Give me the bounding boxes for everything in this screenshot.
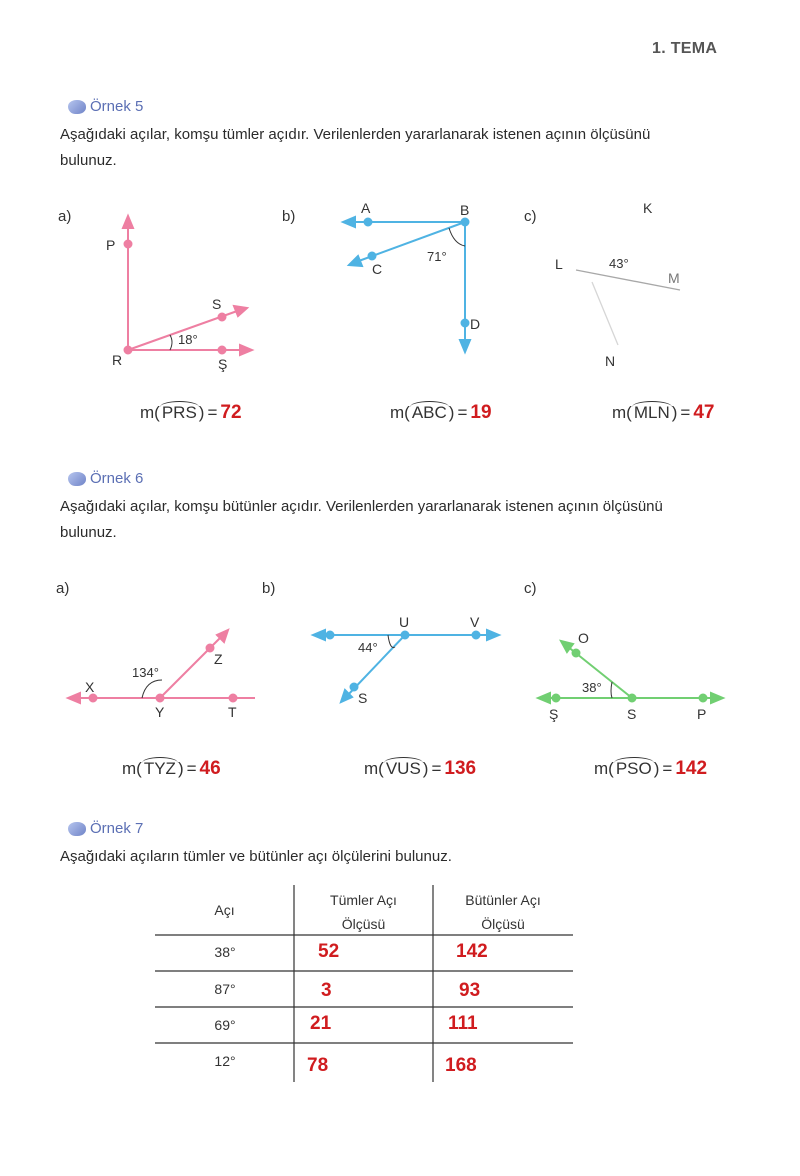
row1-angle: 38° [214, 944, 236, 960]
angle-name: VUS [385, 759, 421, 778]
label-c: C [372, 261, 383, 277]
angle-name: TYZ [143, 759, 176, 778]
equals: = [431, 759, 442, 778]
answer-6a: 46 [199, 758, 221, 779]
expr-prefix: m( [594, 759, 614, 778]
label-s: S [358, 690, 368, 706]
part-6a-label: a) [56, 580, 70, 597]
header-supplement [433, 888, 573, 936]
equals: = [662, 759, 673, 778]
example-5-line2: bulunuz. [60, 152, 117, 169]
label-a: A [361, 200, 371, 216]
expr-suffix: ) [448, 403, 455, 422]
theme-heading: 1. TEMA [652, 40, 718, 57]
answer-5c: 47 [693, 402, 715, 423]
label-o: O [578, 630, 589, 646]
angle-name: PRS [161, 403, 197, 422]
expr-suffix: ) [198, 403, 205, 422]
example-6-title-text: Örnek 6 [90, 470, 144, 487]
label-y: Y [155, 704, 165, 720]
label-k: K [643, 200, 653, 216]
row2-complement: 3 [321, 980, 332, 1001]
answer-6b: 136 [444, 758, 477, 779]
angle-value: 44° [358, 640, 378, 655]
expr-suffix: ) [422, 759, 429, 778]
example-7-instruction: Aşağıdaki açıların tümler ve bütünler açı ölçülerini bulunuz. [60, 848, 452, 865]
equals: = [186, 759, 197, 778]
expr-suffix: ) [177, 759, 184, 778]
example-7-title-text: Örnek 7 [90, 820, 144, 837]
header-supplement-line1: Bütünler Açı [465, 892, 541, 908]
header-complement-line2: Ölçüsü [341, 916, 386, 932]
angle-value: 38° [582, 680, 602, 695]
expr-prefix: m( [122, 759, 142, 778]
expr-prefix: m( [390, 403, 410, 422]
equals: = [457, 403, 468, 422]
angle-name: PSO [615, 759, 652, 778]
part-6c-label: c) [524, 580, 537, 597]
angle-value: 18° [178, 332, 198, 347]
example-5-title-text: Örnek 5 [90, 98, 144, 115]
label-z: Z [214, 651, 223, 667]
row4-complement: 78 [307, 1055, 329, 1076]
row3-angle: 69° [214, 1017, 236, 1033]
label-u: U [399, 614, 410, 630]
answer-5a: 72 [220, 402, 242, 423]
label-x: X [85, 679, 95, 695]
label-v: V [470, 614, 480, 630]
answer-6c: 142 [675, 758, 708, 779]
row1-complement: 52 [318, 941, 340, 962]
label-l: L [555, 256, 563, 272]
part-6b-label: b) [262, 580, 276, 597]
angle-value: 43° [609, 256, 629, 271]
part-5c-label: c) [524, 208, 537, 225]
equals: = [207, 403, 218, 422]
angle-name: ABC [411, 403, 447, 422]
expr-prefix: m( [140, 403, 160, 422]
example-6-line2: bulunuz. [60, 524, 117, 541]
row3-complement: 21 [310, 1013, 332, 1034]
label-sh: Ş [218, 356, 228, 372]
angle-value: 134° [132, 665, 159, 680]
expr-suffix: ) [671, 403, 678, 422]
answer-5b: 19 [470, 402, 492, 423]
label-r: R [112, 352, 123, 368]
label-n: N [605, 353, 616, 369]
header-complement-line1: Tümler Açı [330, 892, 397, 908]
equals: = [680, 403, 691, 422]
example-5-line1: Aşağıdaki açılar, komşu tümler açıdır. Verilenlerden yararlanarak istenen açının ölçüsünü [60, 126, 651, 143]
row2-angle: 87° [214, 981, 236, 997]
label-p: P [106, 237, 116, 253]
part-5a-label: a) [58, 208, 72, 225]
example-6-line1: Aşağıdaki açılar, komşu bütünler açıdır. Verilenlerden yararlanarak istenen açının ölçüsünü [60, 498, 663, 515]
row4-angle: 12° [214, 1053, 236, 1069]
header-angle: Açı [214, 902, 235, 918]
label-m: M [668, 270, 680, 286]
label-b: B [460, 202, 470, 218]
part-5b-label: b) [282, 208, 296, 225]
expr-prefix: m( [612, 403, 632, 422]
row3-supplement: 111 [448, 1013, 478, 1034]
row2-supplement: 93 [459, 980, 481, 1001]
expr-suffix: ) [653, 759, 660, 778]
row4-supplement: 168 [445, 1055, 477, 1076]
label-p: P [697, 706, 707, 722]
angle-name: MLN [633, 403, 670, 422]
header-supplement-line2: Ölçüsü [481, 916, 525, 932]
label-t: T [228, 704, 237, 720]
label-s: S [212, 296, 222, 312]
label-sh: Ş [549, 706, 559, 722]
expr-prefix: m( [364, 759, 384, 778]
label-d: D [470, 316, 481, 332]
angle-value: 71° [427, 249, 447, 264]
label-s: S [627, 706, 637, 722]
header-complement [294, 888, 433, 936]
row1-supplement: 142 [456, 941, 488, 962]
